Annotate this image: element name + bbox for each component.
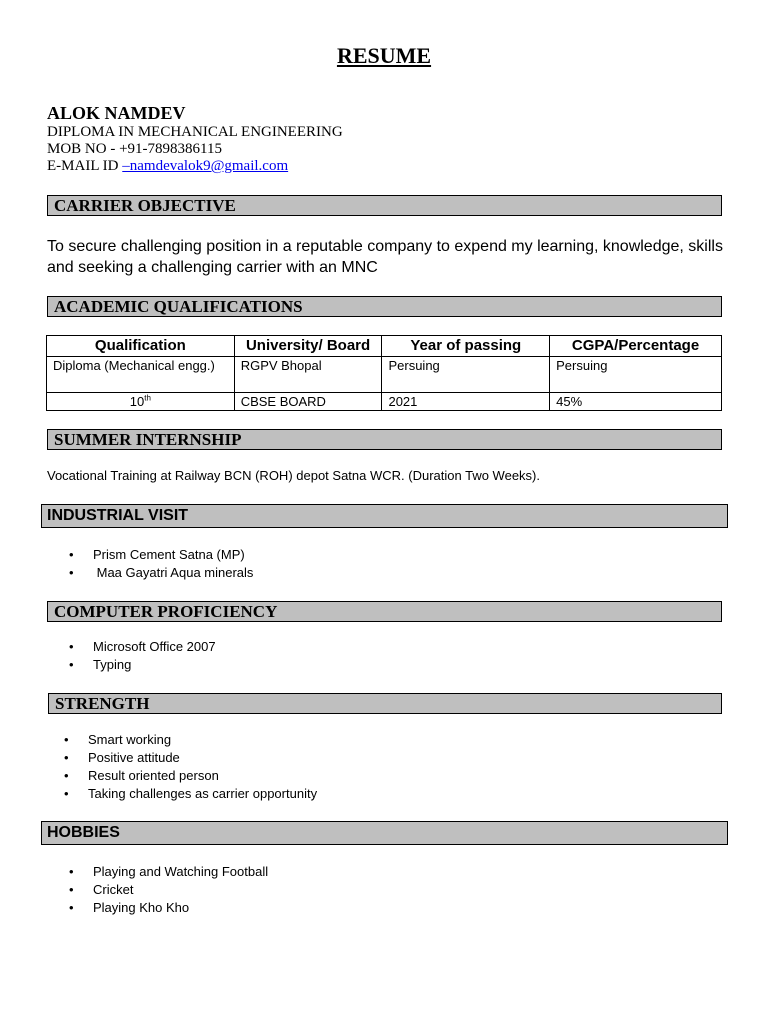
table-cell: CBSE BOARD (234, 393, 382, 411)
section-header-computer: COMPUTER PROFICIENCY (47, 601, 722, 622)
strength-list (64, 731, 318, 803)
list-item: • Positive attitude (64, 750, 180, 765)
list-item: • Taking challenges as carrier opportunity (64, 786, 318, 801)
list-item: • Cricket (69, 882, 134, 897)
list-item: • Maa Gayatri Aqua minerals (69, 565, 254, 580)
table-row (47, 393, 722, 411)
bullet-icon: • (64, 732, 69, 747)
table-header-row (47, 336, 722, 357)
bullet-icon: • (69, 882, 74, 897)
table-cell: Persuing (382, 357, 550, 393)
email-label: E-MAIL ID (47, 158, 123, 174)
academic-table (46, 335, 722, 411)
list-item: • Microsoft Office 2007 (69, 639, 216, 654)
table-cell: Persuing (550, 357, 722, 393)
bullet-icon: • (69, 864, 74, 879)
bullet-icon: • (69, 657, 74, 672)
hobbies-list (69, 863, 269, 917)
section-header-visit: INDUSTRIAL VISIT (41, 504, 728, 528)
section-header-objective: CARRIER OBJECTIVE (47, 195, 722, 216)
table-cell: 2021 (382, 393, 550, 411)
list-item: • Result oriented person (64, 768, 219, 783)
list-item: • Smart working (64, 732, 172, 747)
list-item: • Playing and Watching Football (69, 864, 269, 879)
table-cell: Diploma (Mechanical engg.) (47, 357, 235, 393)
internship-text: Vocational Training at Railway BCN (ROH) depot Satna WCR. (Duration Two Weeks). (47, 468, 540, 483)
bullet-icon: • (69, 565, 74, 580)
bullet-icon: • (69, 547, 74, 562)
bullet-icon: • (64, 768, 69, 783)
section-header-academic: ACADEMIC QUALIFICATIONS (47, 296, 722, 317)
resume-title: RESUME (336, 43, 432, 68)
section-header-strength: STRENGTH (48, 693, 722, 714)
table-cell: 45% (550, 393, 722, 411)
section-header-hobbies: HOBBIES (41, 821, 728, 845)
visit-list (69, 546, 254, 582)
header-university: University/ Board (234, 336, 382, 357)
table-cell: RGPV Bhopal (234, 357, 382, 393)
bullet-icon: • (69, 900, 74, 915)
list-item: • Playing Kho Kho (69, 900, 190, 915)
table-row (47, 357, 722, 393)
grade-suffix: th (144, 393, 151, 403)
mobile-line: MOB NO - +91-7898386115 (47, 141, 222, 157)
bullet-icon: • (64, 786, 69, 801)
candidate-name: ALOK NAMDEV (47, 103, 186, 123)
bullet-icon: • (64, 750, 69, 765)
section-header-internship: SUMMER INTERNSHIP (47, 429, 722, 450)
header-cgpa: CGPA/Percentage (550, 336, 722, 357)
bullet-icon: • (69, 639, 74, 654)
header-qualification: Qualification (47, 336, 235, 357)
header-year: Year of passing (382, 336, 550, 357)
list-item: • Prism Cement Satna (MP) (69, 547, 245, 562)
table-cell (47, 393, 235, 411)
email-link[interactable]: –namdevalok9@gmail.com (122, 158, 289, 174)
objective-text: To secure challenging position in a reputable company to expend my learning, knowledge, skills and seeking a challenging carrier with an MNC (47, 238, 723, 276)
grade-number: 10 (129, 394, 145, 409)
email-line (47, 158, 288, 175)
computer-list (69, 638, 216, 674)
diploma-line: DIPLOMA IN MECHANICAL ENGINEERING (47, 124, 343, 140)
list-item: • Typing (69, 657, 132, 672)
